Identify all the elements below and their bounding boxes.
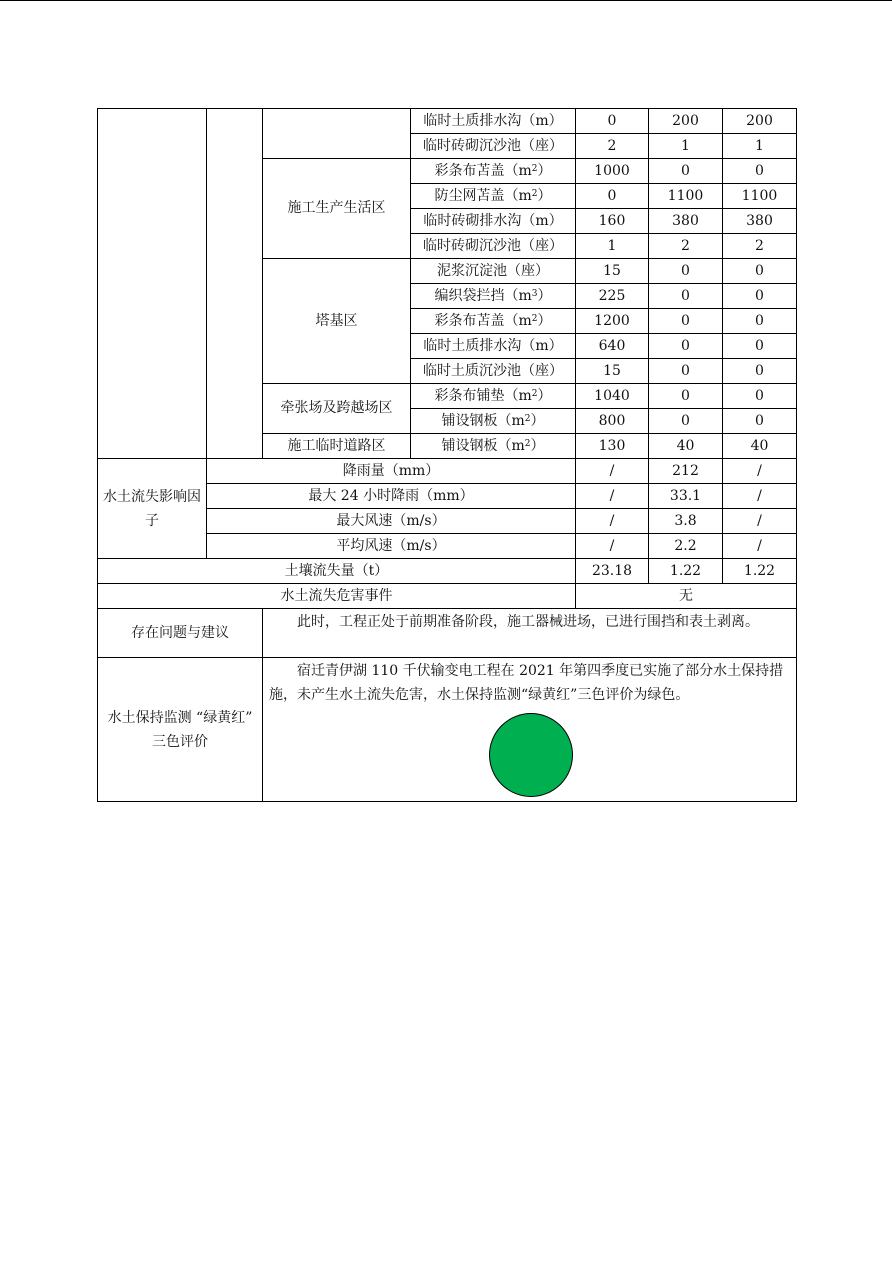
value-cell: /	[723, 509, 797, 534]
value-cell: 0	[723, 259, 797, 284]
value-cell: 0	[723, 334, 797, 359]
area-label: 施工生产生活区	[263, 159, 411, 259]
hazard-label: 水土流失危害事件	[98, 584, 576, 609]
issues-text: 此时，工程正处于前期准备阶段，施工器械进场，已进行围挡和表土剥离。	[263, 609, 797, 658]
rating-label: 水土保持监测 “绿黄红” 三色评价	[98, 658, 263, 802]
value-cell: 0	[723, 409, 797, 434]
table-row	[98, 609, 797, 658]
measure-item: 铺设钢板$(m^2)$	[411, 409, 576, 434]
rating-content	[263, 658, 797, 802]
value-cell: 2	[723, 234, 797, 259]
hazard-value: 无	[576, 584, 797, 609]
value-cell: 0	[649, 409, 723, 434]
value-cell: /	[723, 484, 797, 509]
green-rating-indicator	[489, 713, 573, 797]
value-cell: 0	[649, 309, 723, 334]
measure-item: 临时砖砌沉沙池（座）	[411, 234, 576, 259]
measure-item: 临时土质排水沟（m）	[411, 334, 576, 359]
table-row	[98, 658, 797, 802]
measure-item: 泥浆沉淀池（座）	[411, 259, 576, 284]
area-label: 牵张场及跨越场区	[263, 384, 411, 434]
value-cell: 1100	[649, 184, 723, 209]
value-cell: 0	[576, 184, 649, 209]
value-cell: 2.2	[649, 534, 723, 559]
measure-item: 临时土质排水沟（m）	[411, 109, 576, 134]
measure-item: 彩条布铺垫$(m^2)$	[411, 384, 576, 409]
value-cell: 0	[723, 284, 797, 309]
value-cell: 0	[723, 309, 797, 334]
value-cell: 1200	[576, 309, 649, 334]
value-cell: 800	[576, 409, 649, 434]
value-cell: 40	[723, 434, 797, 459]
soil-loss-label: 土壤流失量（t）	[98, 559, 576, 584]
value-cell: /	[576, 459, 649, 484]
blank-subcategory-cell	[207, 109, 263, 459]
value-cell: /	[576, 534, 649, 559]
value-cell: 0	[723, 159, 797, 184]
value-cell: 33.1	[649, 484, 723, 509]
blank-area-cell	[263, 109, 411, 159]
area-label: 塔基区	[263, 259, 411, 384]
value-cell: 1	[649, 134, 723, 159]
value-cell: 0	[649, 384, 723, 409]
measure-item: 防尘网苫盖$(m^2)$	[411, 184, 576, 209]
value-cell: /	[723, 534, 797, 559]
monitoring-table	[97, 108, 797, 802]
value-cell: 0	[723, 384, 797, 409]
value-cell: 1	[576, 234, 649, 259]
value-cell: 15	[576, 359, 649, 384]
value-cell: 40	[649, 434, 723, 459]
value-cell: 0	[649, 284, 723, 309]
measure-item: 临时砖砌沉沙池（座）	[411, 134, 576, 159]
value-cell: 1000	[576, 159, 649, 184]
value-cell: 0	[649, 334, 723, 359]
factor-name: 最大风速（m/s）	[207, 509, 576, 534]
value-cell: 1100	[723, 184, 797, 209]
value-cell: 1	[723, 134, 797, 159]
factor-name: 平均风速（m/s）	[207, 534, 576, 559]
value-cell: 380	[723, 209, 797, 234]
value-cell: 1.22	[723, 559, 797, 584]
factor-name: 降雨量（mm）	[207, 459, 576, 484]
measure-item: 临时砖砌排水沟（m）	[411, 209, 576, 234]
rating-text: 宿迁青伊湖 110 千伏输变电工程在 2021 年第四季度已实施了部分水土保持措施，未产生水土流失危害，水土保持监测“绿黄红”三色评价为绿色。	[269, 663, 784, 703]
blank-category-cell	[98, 109, 207, 459]
value-cell: /	[576, 509, 649, 534]
value-cell: 160	[576, 209, 649, 234]
table-row	[98, 584, 797, 609]
value-cell: 200	[723, 109, 797, 134]
value-cell: 23.18	[576, 559, 649, 584]
measure-item: 临时土质沉沙池（座）	[411, 359, 576, 384]
value-cell: 0	[723, 359, 797, 384]
value-cell: 200	[649, 109, 723, 134]
value-cell: 1.22	[649, 559, 723, 584]
value-cell: 2	[576, 134, 649, 159]
value-cell: 225	[576, 284, 649, 309]
value-cell: 1040	[576, 384, 649, 409]
value-cell: 0	[576, 109, 649, 134]
measure-item: 编织袋拦挡$(m^3)$	[411, 284, 576, 309]
value-cell: 640	[576, 334, 649, 359]
table-row	[98, 559, 797, 584]
measure-item: 彩条布苫盖$(m^2)$	[411, 309, 576, 334]
factors-label: 水土流失影响因子	[98, 459, 207, 559]
value-cell: 212	[649, 459, 723, 484]
value-cell: 2	[649, 234, 723, 259]
page-top-border	[0, 0, 892, 1]
value-cell: 15	[576, 259, 649, 284]
value-cell: 130	[576, 434, 649, 459]
value-cell: 0	[649, 259, 723, 284]
table-row	[98, 459, 797, 484]
measure-item: 铺设钢板$(m^2)$	[411, 434, 576, 459]
table-row	[98, 109, 797, 134]
value-cell: 380	[649, 209, 723, 234]
value-cell: /	[576, 484, 649, 509]
area-label: 施工临时道路区	[263, 434, 411, 459]
factor-name: 最大 24 小时降雨（mm）	[207, 484, 576, 509]
value-cell: 0	[649, 159, 723, 184]
value-cell: 0	[649, 359, 723, 384]
value-cell: /	[723, 459, 797, 484]
value-cell: 3.8	[649, 509, 723, 534]
measure-item: 彩条布苫盖$(m^2)$	[411, 159, 576, 184]
issues-label: 存在问题与建议	[98, 609, 263, 658]
